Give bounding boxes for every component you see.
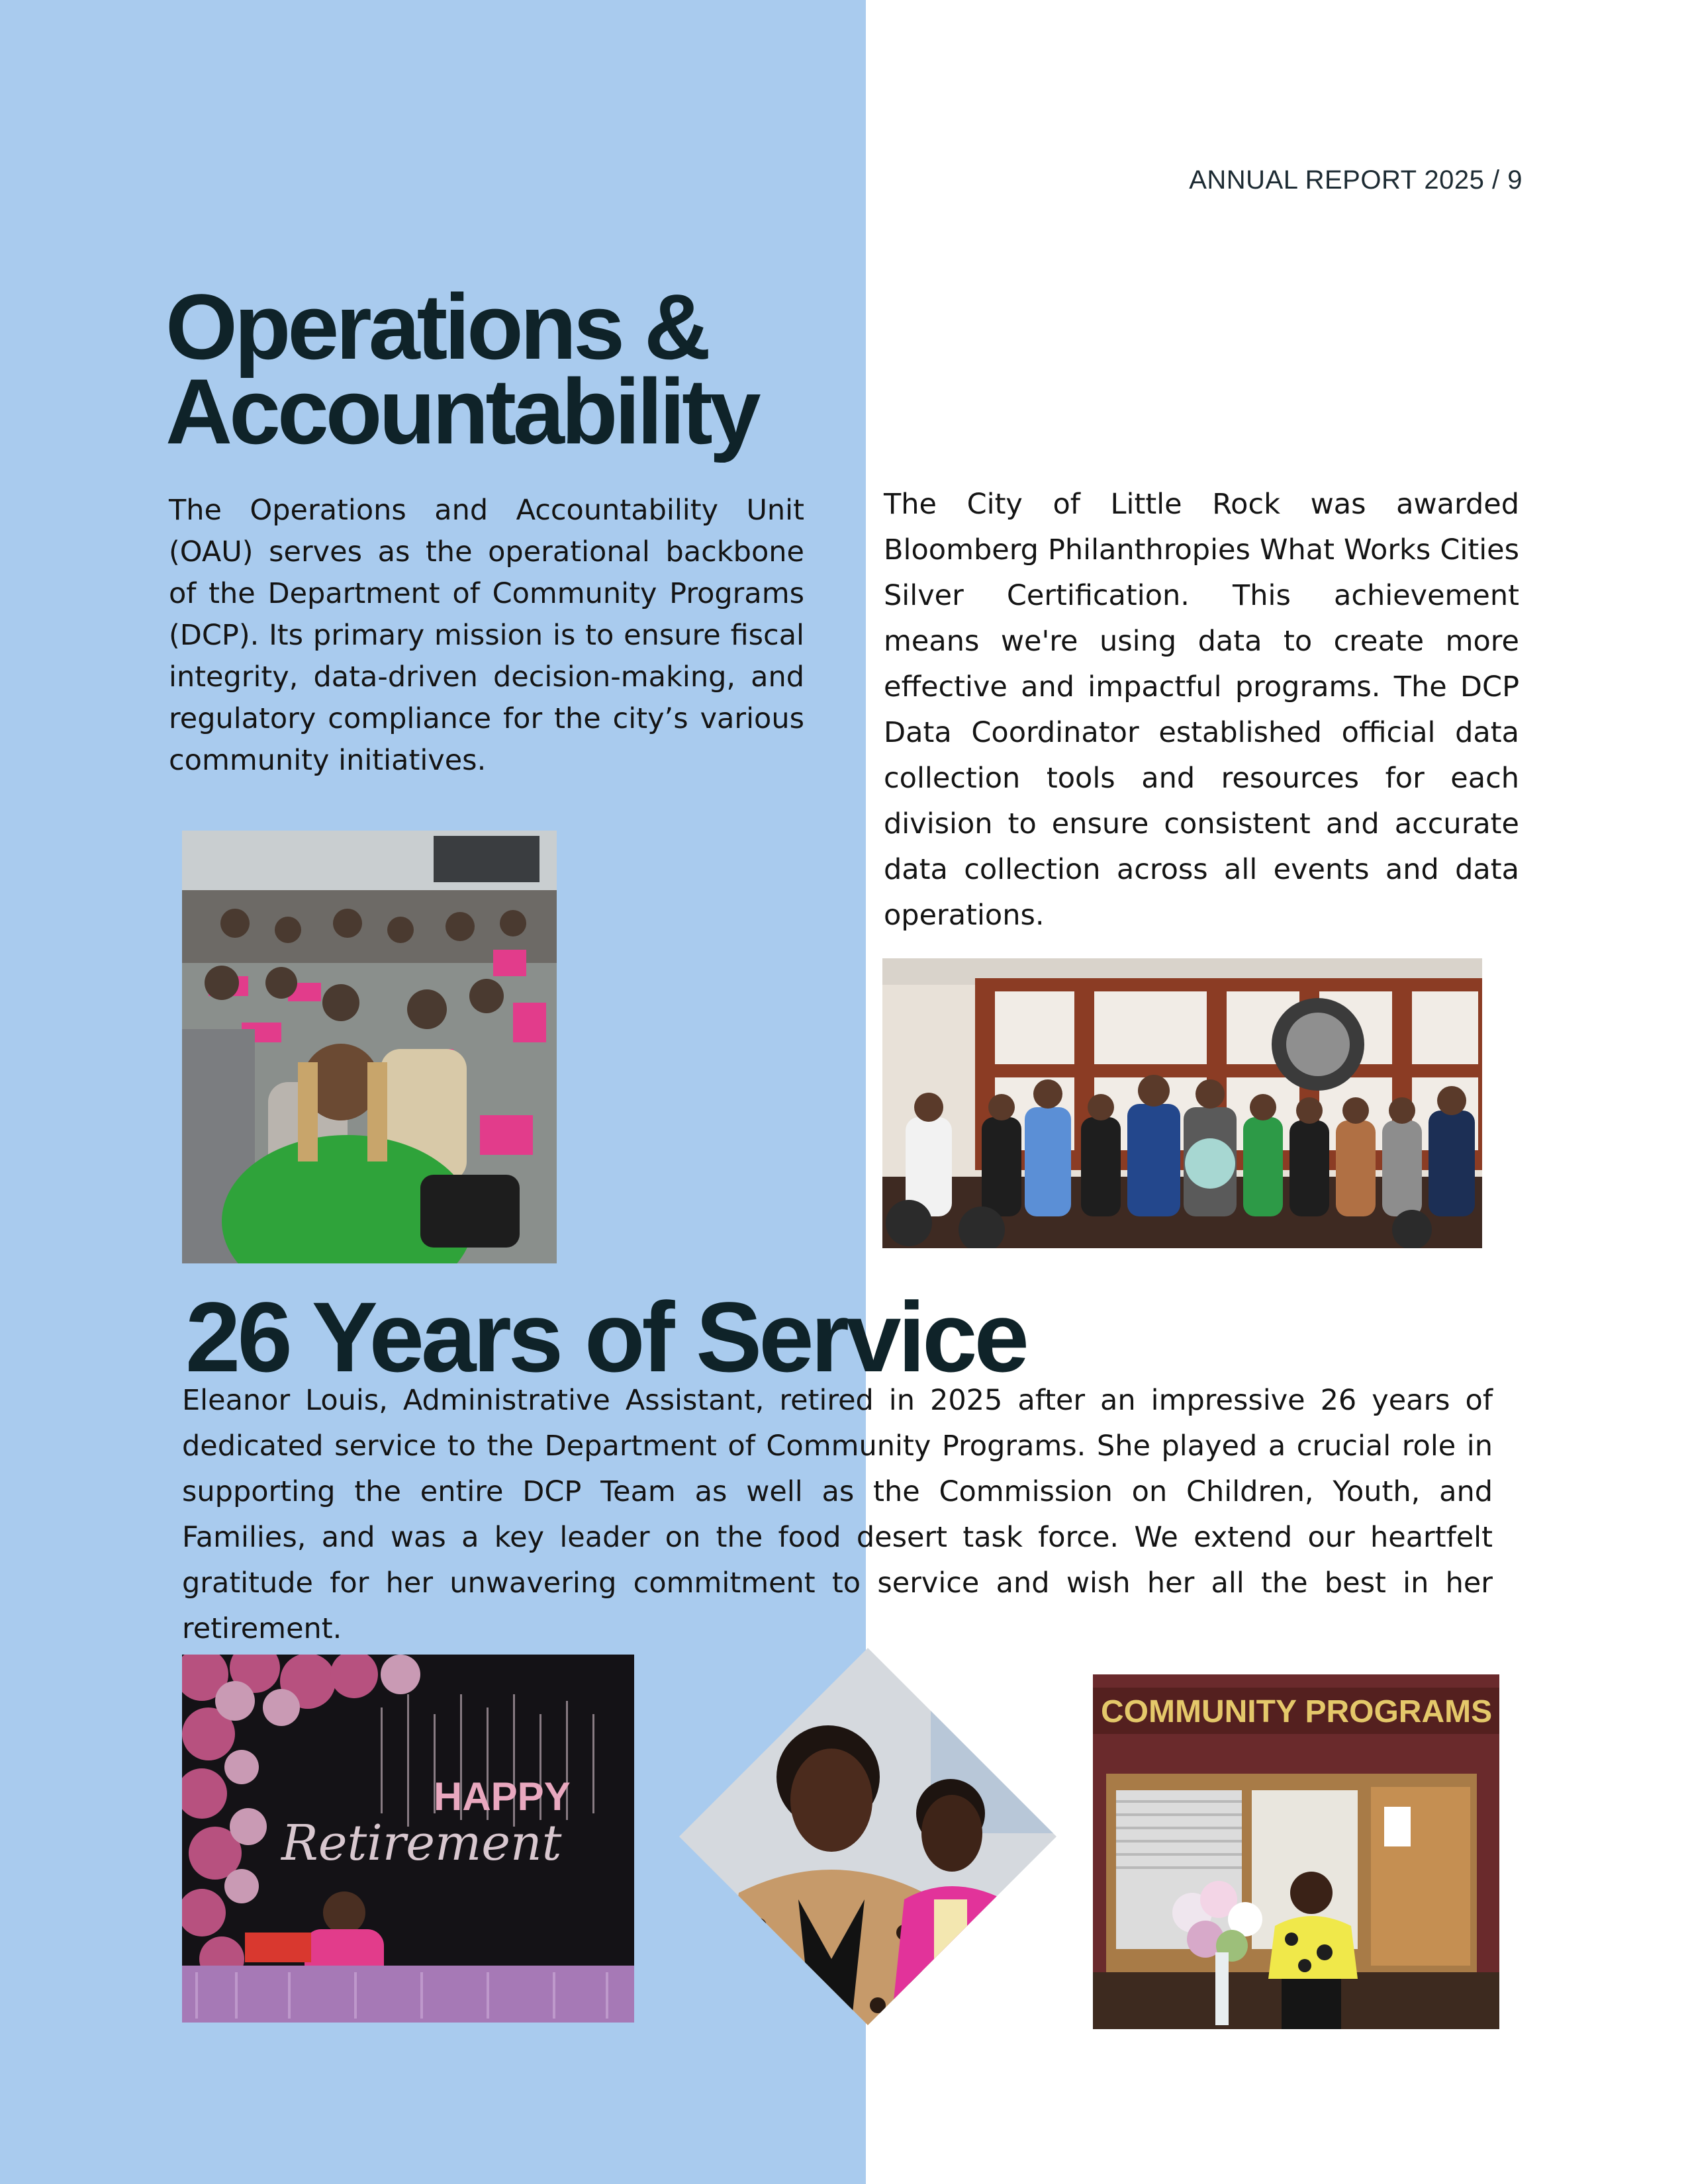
retirement-banner-text: Retirement	[281, 1815, 562, 1872]
retirement-paragraph: Eleanor Louis, Administrative Assistant, retired in 2025 after an impressive 26 years of dedicated service to the Department of Community Programs. She played a crucial role in supporting the entire DCP Team as well as the Commission on Children, Youth, and Families, and was a key leader on the food desert task force. We extend our heartfelt gratitude for her unwavering commitment to service and wish her all the best in her retirement.	[182, 1384, 1493, 1645]
operations-title	[165, 275, 894, 463]
happy-banner-text: HAPPY	[434, 1774, 571, 1819]
event-audience-photo	[182, 831, 557, 1263]
page-header-label: ANNUAL REPORT 2025 / 9	[1189, 165, 1523, 195]
operations-title-line2: Accountability	[165, 359, 758, 463]
oau-intro-paragraph: The Operations and Accountability Unit (OAU) serves as the operational backbone of the Department of Community Programs (DCP). Its primary mission is to ensure fiscal integrity, data-driven decision-making, and regulatory compliance for the city’s various community initiatives.	[169, 494, 804, 777]
retirement-party-photo	[182, 1655, 634, 2023]
office-photo	[1093, 1674, 1499, 2029]
service-title: 26 Years of Service	[185, 1281, 1026, 1392]
certification-paragraph: The City of Little Rock was awarded Bloomberg Philanthropies What Works Cities Silver Certification. This achievement means we're using data to create more effective and impactful programs. The DCP Data Coordinator established official data collection tools and resources for each division to ensure consistent and accurate data collection across all events and data operations.	[884, 488, 1519, 932]
award-ceremony-photo	[882, 958, 1482, 1248]
operations-title-line1: Operations &	[165, 275, 708, 379]
office-sign-text: COMMUNITY PROGRAMS	[1101, 1694, 1493, 1729]
